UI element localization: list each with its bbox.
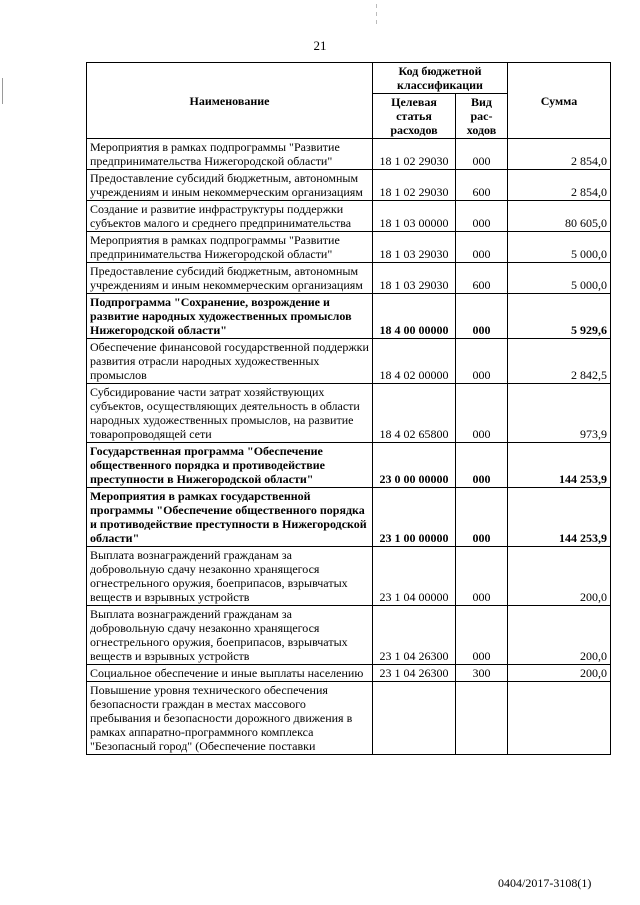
row-code: 18 4 00 00000: [373, 294, 456, 339]
table-row: [87, 665, 611, 682]
row-type: 300: [456, 665, 508, 682]
header-name: Наименование: [87, 63, 373, 139]
row-type: 000: [456, 384, 508, 443]
row-type: 000: [456, 201, 508, 232]
row-name: Социальное обеспечение и иные выплаты населению: [87, 665, 373, 682]
row-name: Мероприятия в рамках подпрограммы "Развитие предпринимательства Нижегородской области": [87, 232, 373, 263]
row-name: Государственная программа "Обеспечение общественного порядка и противодействие преступности в Нижегородской области": [87, 443, 373, 488]
table-row: [87, 384, 611, 443]
scan-dot-mark: [376, 4, 377, 8]
row-name: Мероприятия в рамках государственной программы "Обеспечение общественного порядка и противодействие преступности в Нижегородской области": [87, 488, 373, 547]
row-name: Предоставление субсидий бюджетным, автономным учреждениям и иным некоммерческим организациям: [87, 263, 373, 294]
row-sum: 200,0: [508, 665, 611, 682]
row-code: 18 1 02 29030: [373, 139, 456, 170]
row-code: 18 1 03 00000: [373, 201, 456, 232]
table-row: [87, 201, 611, 232]
row-sum: [508, 682, 611, 755]
row-sum: 144 253,9: [508, 443, 611, 488]
row-type: 600: [456, 170, 508, 201]
row-code: 18 4 02 65800: [373, 384, 456, 443]
row-sum: 5 929,6: [508, 294, 611, 339]
row-sum: 200,0: [508, 606, 611, 665]
table-row: [87, 139, 611, 170]
table-row: [87, 443, 611, 488]
table-row: [87, 170, 611, 201]
row-sum: 2 854,0: [508, 139, 611, 170]
header-amount: Сумма: [508, 63, 611, 139]
row-sum: 144 253,9: [508, 488, 611, 547]
row-name: Обеспечение финансовой государственной поддержки развития отрасли народных художественных промыслов: [87, 339, 373, 384]
row-sum: 200,0: [508, 547, 611, 606]
scan-edge-mark: [2, 78, 3, 104]
header-code-group: Код бюджетной классификации: [373, 63, 508, 94]
table-row: [87, 488, 611, 547]
row-code: 18 1 03 29030: [373, 232, 456, 263]
row-type: 000: [456, 443, 508, 488]
row-sum: 973,9: [508, 384, 611, 443]
table-row: [87, 682, 611, 755]
row-sum: 2 854,0: [508, 170, 611, 201]
row-sum: 2 842,5: [508, 339, 611, 384]
row-type: 000: [456, 139, 508, 170]
row-type: 000: [456, 339, 508, 384]
row-code: 23 1 04 26300: [373, 665, 456, 682]
row-code: 23 1 00 00000: [373, 488, 456, 547]
row-code: 23 1 04 26300: [373, 606, 456, 665]
header-expense-type: Вид рас-ходов: [456, 94, 508, 139]
row-sum: 5 000,0: [508, 232, 611, 263]
row-code: 23 1 04 00000: [373, 547, 456, 606]
budget-table: [86, 62, 611, 755]
row-name: Выплата вознаграждений гражданам за добровольную сдачу незаконно хранящегося огнестрельного оружия, боеприпасов, взрывчатых веществ и взрывных устройств: [87, 547, 373, 606]
row-name: Подпрограмма "Сохранение, возрождение и развитие народных художественных промыслов Нижегородской области": [87, 294, 373, 339]
row-name: Выплата вознаграждений гражданам за добровольную сдачу незаконно хранящегося огнестрельного оружия, боеприпасов, взрывчатых веществ и взрывных устройств: [87, 606, 373, 665]
table-row: [87, 339, 611, 384]
row-type: 000: [456, 606, 508, 665]
row-name: Предоставление субсидий бюджетным, автономным учреждениям и иным некоммерческим организациям: [87, 170, 373, 201]
row-type: 600: [456, 263, 508, 294]
table-row: [87, 547, 611, 606]
row-name: Мероприятия в рамках подпрограммы "Развитие предпринимательства Нижегородской области": [87, 139, 373, 170]
row-name: Создание и развитие инфраструктуры поддержки субъектов малого и среднего предпринимательства: [87, 201, 373, 232]
row-code: 18 4 02 00000: [373, 339, 456, 384]
row-name: Субсидирование части затрат хозяйствующих субъектов, осуществляющих деятельность в области народных художественных промыслов, на развитие товаропроводящей сети: [87, 384, 373, 443]
header-target-item: Целевая статья расходов: [373, 94, 456, 139]
row-type: 000: [456, 547, 508, 606]
row-type: 000: [456, 294, 508, 339]
document-code: 0404/2017-3108(1): [498, 876, 592, 890]
page-number: 21: [313, 38, 327, 53]
row-type: [456, 682, 508, 755]
table-row: [87, 606, 611, 665]
row-type: 000: [456, 488, 508, 547]
row-sum: 5 000,0: [508, 263, 611, 294]
row-code: 18 1 03 29030: [373, 263, 456, 294]
row-name: Повышение уровня технического обеспечения безопасности граждан в местах массового пребывания и безопасности дорожного движения в рамках аппаратно-программного комплекса "Безопасный город" (Обеспечение поставки: [87, 682, 373, 755]
row-sum: 80 605,0: [508, 201, 611, 232]
row-code: 23 0 00 00000: [373, 443, 456, 488]
row-code: [373, 682, 456, 755]
scan-dot-mark: [376, 12, 377, 16]
table-row: [87, 294, 611, 339]
table-header-row: [87, 63, 611, 94]
row-code: 18 1 02 29030: [373, 170, 456, 201]
table-row: [87, 263, 611, 294]
row-type: 000: [456, 232, 508, 263]
table-row: [87, 232, 611, 263]
scan-dot-mark: [376, 20, 377, 24]
